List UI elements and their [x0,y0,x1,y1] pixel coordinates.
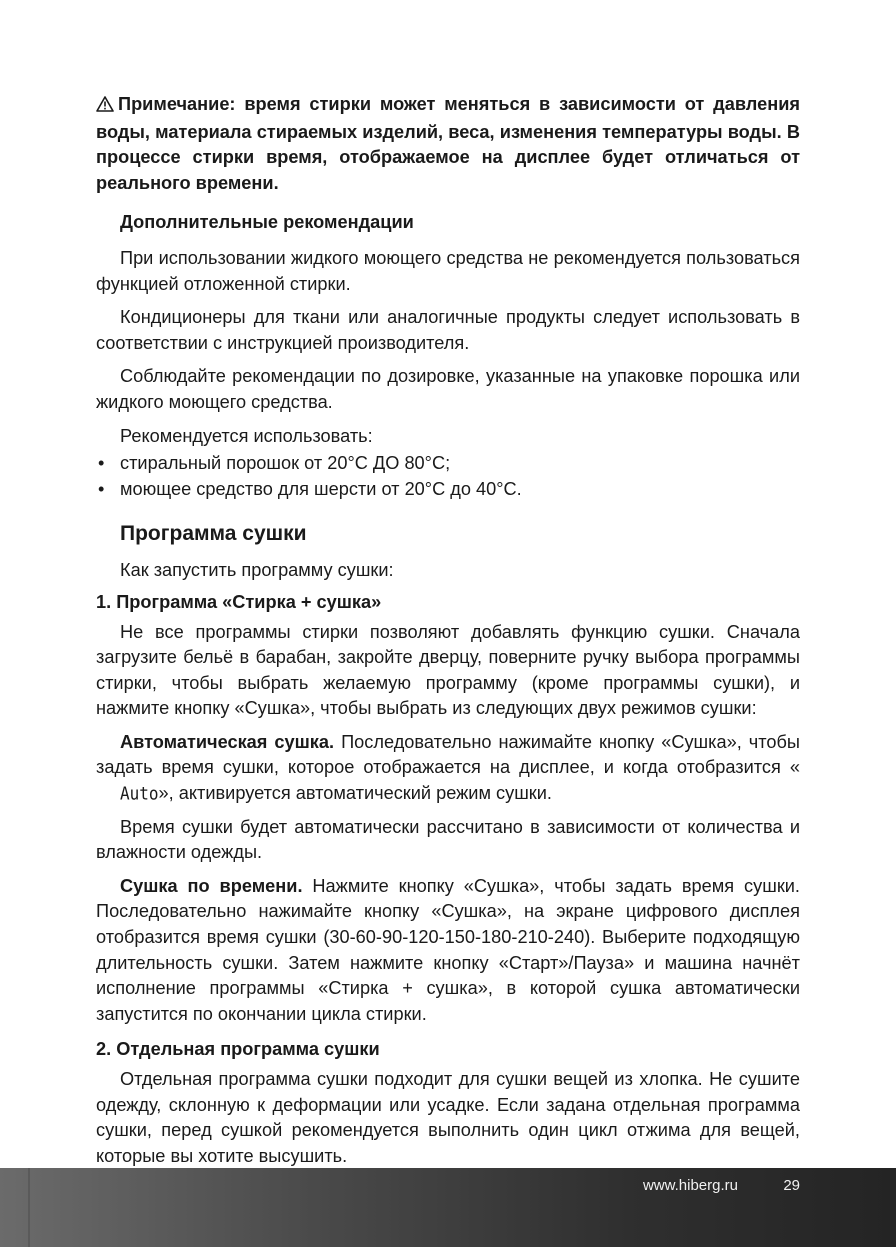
auto-drying-paragraph [96,730,800,807]
page-number: 29 [783,1177,800,1194]
auto-drying-text-a: Последовательно нажимайте кнопку «Сушка», чтобы задать время сушки, которое отображается на дисплее, и когда отобразится « [96,731,800,778]
recommendation-paragraph: Соблюдайте рекомендации по дозировке, указанные на упаковке порошка или жидкого моющего средства. [96,366,800,412]
timed-drying-paragraph [96,874,800,1028]
auto-drying-text-b: », активируется автоматический режим сушки. [158,783,552,804]
drying-intro: Как запустить программу сушки: [120,560,394,581]
recommendations-title: Дополнительные рекомендации [120,212,414,233]
footer-divider [28,1168,30,1247]
list-item: • моющее средство для шерсти от 20°С до 40°С. [96,477,800,503]
auto-display-glyph: Auto [120,783,159,804]
recommendation-list [96,451,800,502]
section1-heading: 1. Программа «Стирка + сушка» [96,591,382,612]
footer-url: www.hiberg.ru [642,1177,738,1194]
auto-time-paragraph: Время сушки будет автоматически рассчитано в зависимости от количества и влажности одежды. [96,816,800,863]
section1-text: Не все программы стирки позволяют добавлять функцию сушки. Сначала загрузите бельё в барабан, закройте дверцу, поверните ручку выбора программы стирки, чтобы выбрать желаемую программу (кроме программы сушки), и нажмите кнопку «Сушка», чтобы выбрать из следующих двух режимов сушки: [96,621,800,719]
recommendation-paragraph: При использовании жидкого моющего средства не рекомендуется пользоваться функцией отложенной стирки. [96,247,800,294]
timed-drying-lead: Сушка по времени. [120,875,303,896]
note-text: Примечание: время стирки может меняться в зависимости от давления воды, материала стираемых изделий, веса, изменения температуры воды. В процессе стирки время, отображаемое на дисплее будет отличаться от реального времени. [96,94,800,193]
warning-icon [96,94,114,120]
timed-drying-text: Нажмите кнопку «Сушка», чтобы задать время сушки. Последовательно нажимайте кнопку «Сушка», на экране цифрового дисплея отобразится время сушки (30-60-90-120-150-180-210-240). Выберите подходящую длительность сушки. Затем нажмите кнопку «Старт»/Пауза» и машина начнёт исполнение программы «Стирка + сушка», в которой сушка автоматически запустится по окончании цикла стирки. [96,875,800,1024]
section2-heading: 2. Отдельная программа сушки [96,1039,380,1060]
recommendation-paragraph: Рекомендуется использовать: [120,425,373,446]
page-footer [0,1168,896,1247]
list-item: • стиральный порошок от 20°С ДО 80°С; [96,451,800,477]
drying-title: Программа сушки [120,522,307,546]
page-content [96,92,800,1169]
recommendation-paragraph: Кондиционеры для ткани или аналогичные продукты следует использовать в соответствии с инструкцией производителя. [96,307,800,353]
auto-drying-lead: Автоматическая сушка. [120,731,335,752]
section2-text: Отдельная программа сушки подходит для сушки вещей из хлопка. Не сушите одежду, склонную к деформации или усадке. Если задана отдельная программа сушки, перед сушкой рекомендуется выполнить один цикл отжима для вещей, которые вы хотите высушить. [96,1069,800,1166]
note-paragraph [96,92,800,196]
